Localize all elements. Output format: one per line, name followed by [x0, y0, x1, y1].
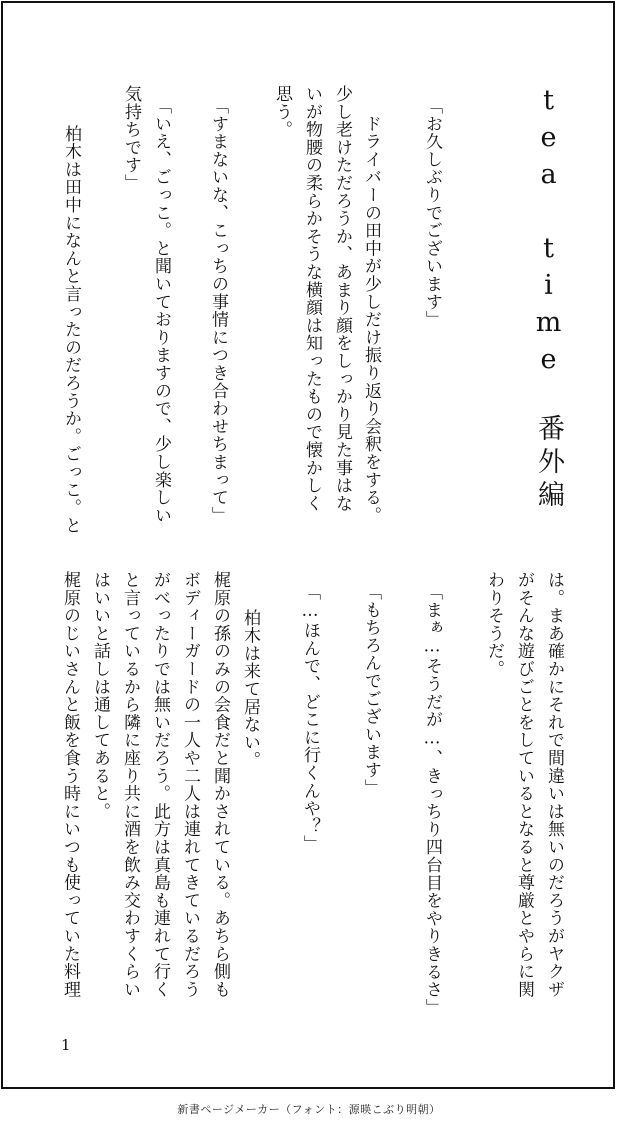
text-column: がそんな遊びごとをしているとなると尊厳とやらに関	[514, 571, 534, 999]
text-column: はいいと話しは通してあると。	[90, 571, 110, 821]
text-column: いが物腰の柔らかそうな横顔は知ったもので懐かしく	[302, 85, 322, 513]
text-column: がべったりでは無いだろう。此方は真島も連れて行く	[150, 571, 170, 999]
text-column: 気持ちです」	[121, 85, 141, 192]
text-column: わりそうだ。	[484, 571, 504, 678]
text-column: 「まぁ…そうだが…、きっちり四台目をやりきるさ」	[422, 583, 442, 1017]
text-column: 「お久しぶりでございます」	[422, 97, 442, 329]
text-column: と言っているから隣に座り共に酒を飲み交わすくらい	[120, 571, 140, 999]
text-column: 「…ほんで、どこに行くんや？」	[300, 583, 320, 853]
text-column: 柏木は来て居ない。	[240, 591, 260, 769]
story-title: tea time 番外編	[533, 85, 564, 513]
text-column: ボディーガードの一人や二人は連れてきているだろう	[180, 571, 200, 999]
page-number: 1	[61, 1036, 71, 1054]
text-column: 梶原のじいさんと飯を食う時にいつも使っていた料理	[60, 571, 80, 999]
text-column: 少し老けただろうか、あまり顔をしっかり見た事はな	[332, 85, 352, 513]
text-column: 「いえ、ごっこ。と聞いておりますので、少し楽しい	[151, 97, 171, 525]
text-column: 「すまないな、こっちの事情につき合わせちまって」	[208, 97, 228, 525]
text-column: 思う。	[272, 85, 292, 139]
text-column: 梶原の孫のみの会食だと聞かされている。あちら側も	[210, 571, 230, 999]
novel-page	[1, 1, 615, 1089]
text-column: 柏木は田中になんと言ったのだろうか。ごっこ。と	[61, 107, 81, 535]
footer-caption: 新書ページメーカー（フォント：源暎こぶり明朝）	[177, 1103, 441, 1116]
text-column: は。まあ確かにそれで間違いは無いのだろうがヤクザ	[544, 571, 564, 999]
text-column: ドライバーの田中が少しだけ振り返り会釈をする。	[361, 97, 381, 525]
text-column: 「もちろんでございます」	[361, 583, 381, 797]
